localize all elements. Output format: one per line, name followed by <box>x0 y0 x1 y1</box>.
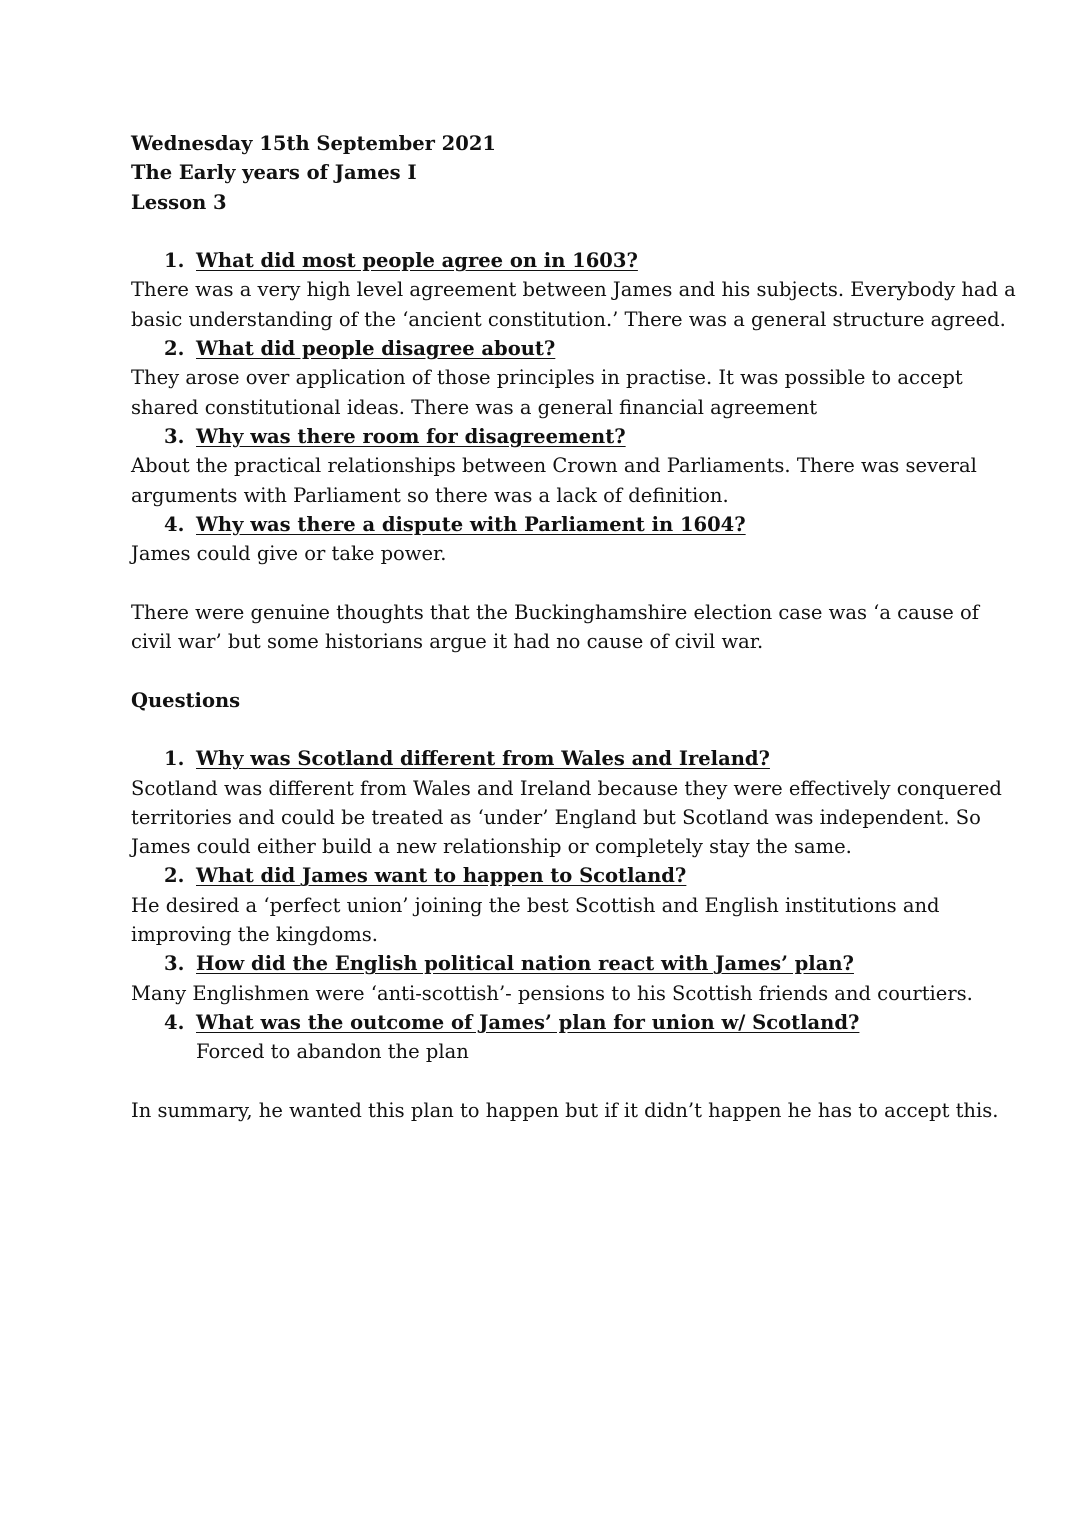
answer-line: territories and could be treated as ‘under’ England but Scotland was independent. So <box>131 805 981 829</box>
answer-line: James could give or take power. <box>131 542 447 566</box>
question-item <box>131 246 961 275</box>
summary-line: In summary, he wanted this plan to happen but if it didn’t happen he has to accept this. <box>131 1098 999 1122</box>
answer-line: arguments with Parliament so there was a lack of definition. <box>131 483 729 507</box>
spacer <box>131 568 961 597</box>
answer-line: Scotland was different from Wales and Ireland because they were effectively conquered <box>131 776 1002 800</box>
question-number: 2. <box>164 864 185 888</box>
answer-line: Many Englishmen were ‘anti-scottish’- pensions to his Scottish friends and courtiers. <box>131 981 973 1005</box>
question-text: How did the English political nation react with James’ plan? <box>196 952 854 976</box>
question-number: 3. <box>164 952 185 976</box>
question-number: 4. <box>164 1010 185 1034</box>
spacer <box>131 1067 961 1096</box>
answer-line: shared constitutional ideas. There was a general financial agreement <box>131 395 818 419</box>
question-item <box>131 510 961 539</box>
spacer <box>131 217 961 246</box>
question-number: 4. <box>164 512 185 536</box>
question-text: What did most people agree on in 1603? <box>196 249 638 273</box>
answer-line: Forced to abandon the plan <box>196 1040 469 1064</box>
answer-line: improving the kingdoms. <box>131 923 378 947</box>
question-text: What was the outcome of James’ plan for union w/ Scotland? <box>196 1010 860 1034</box>
question-number: 2. <box>164 337 185 361</box>
question-item <box>131 744 961 773</box>
answer-line: He desired a ‘perfect union’ joining the best Scottish and English institutions and <box>131 893 940 917</box>
document-page <box>131 129 1016 1125</box>
question-text: Why was Scotland different from Wales and Ireland? <box>196 747 770 771</box>
question-text: Why was there room for disagreement? <box>196 424 626 448</box>
answer-line: basic understanding of the ‘ancient constitution.’ There was a general structure agreed. <box>131 307 1006 331</box>
question-text: What did people disagree about? <box>196 337 556 361</box>
spacer <box>131 656 961 685</box>
question-text: Why was there a dispute with Parliament in 1604? <box>196 512 746 536</box>
question-item <box>131 949 961 978</box>
question-number: 1. <box>164 249 185 273</box>
paragraph-line: There were genuine thoughts that the Buckinghamshire election case was ‘a cause of <box>131 600 979 624</box>
spacer <box>131 715 961 744</box>
answer-line: There was a very high level agreement between James and his subjects. Everybody had a <box>131 278 1016 302</box>
section-heading: Questions <box>131 688 241 712</box>
question-number: 3. <box>164 424 185 448</box>
document-title: The Early years of James I <box>131 161 417 185</box>
question-text: What did James want to happen to Scotland? <box>196 864 687 888</box>
question-item <box>131 334 961 363</box>
answer-line: About the practical relationships between Crown and Parliaments. There was several <box>131 454 977 478</box>
answer-line: They arose over application of those principles in practise. It was possible to accept <box>131 366 963 390</box>
paragraph-line: civil war’ but some historians argue it had no cause of civil war. <box>131 630 764 654</box>
answer-line: James could either build a new relationship or completely stay the same. <box>131 835 852 859</box>
question-item <box>131 1008 961 1037</box>
question-item <box>131 422 961 451</box>
question-item <box>131 861 961 890</box>
lesson-number: Lesson 3 <box>131 190 227 214</box>
question-number: 1. <box>164 747 185 771</box>
document-date: Wednesday 15th September 2021 <box>131 132 496 155</box>
